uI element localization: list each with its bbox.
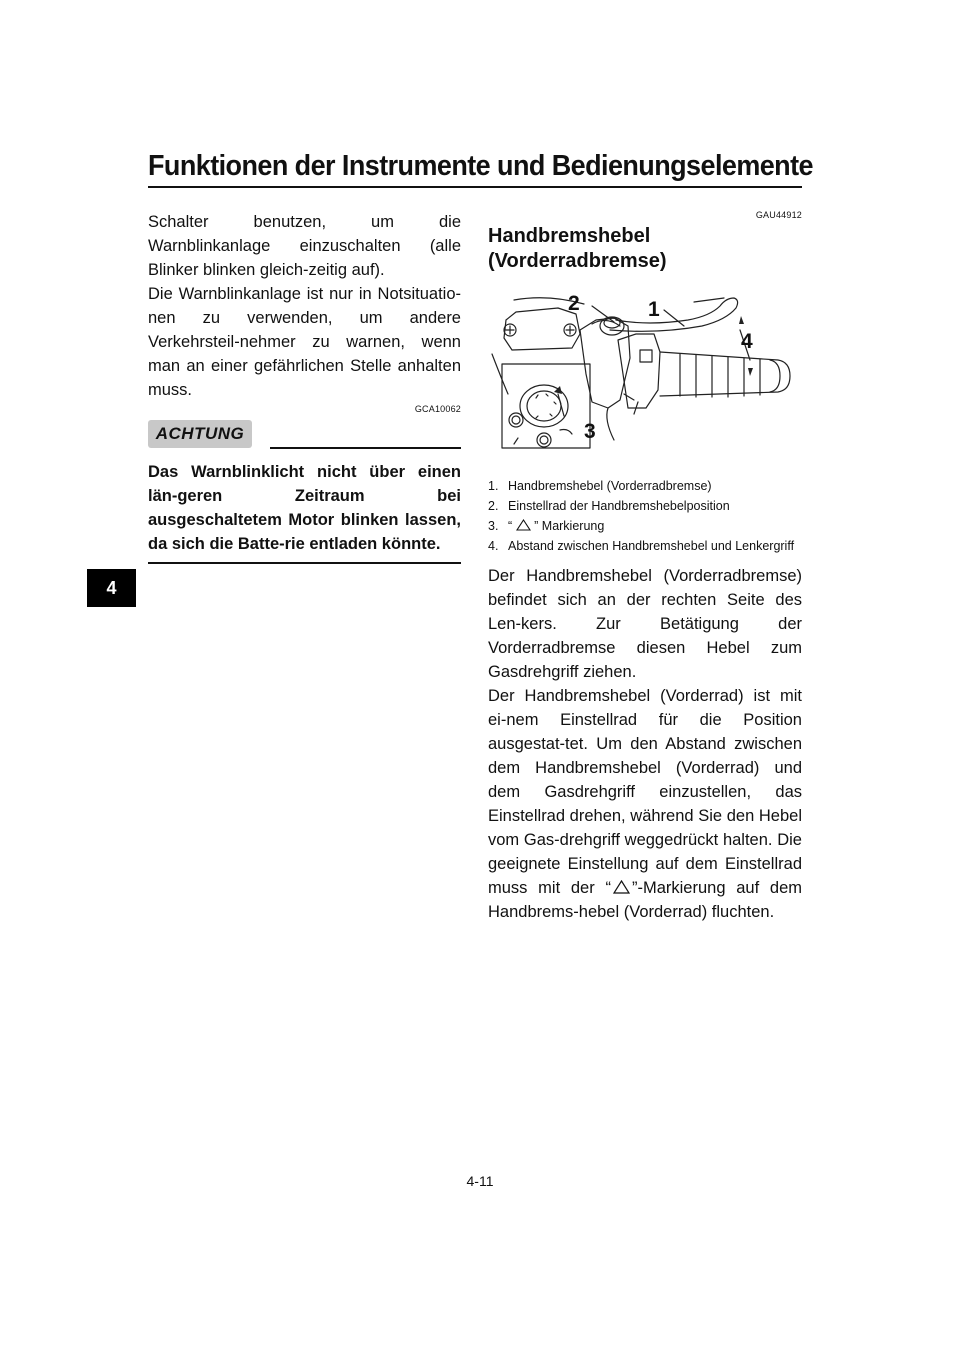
right-column	[488, 210, 802, 924]
caption-quote-close: ” Markierung	[534, 519, 605, 533]
right-body	[488, 564, 802, 924]
caption-number: 3.	[488, 519, 499, 533]
page-header-title: Funktionen der Instrumente und Bedienungselemente	[148, 150, 813, 182]
caption-text: Einstellrad der Handbremshebelposition	[508, 499, 730, 513]
body-paragraph: Der Handbremshebel (Vorderradbremse) befindet sich an der rechten Seite des Len-kers. Zur Betätigung der Vorderradbremse diesen Hebel zum Gasdrehgriff ziehen.	[488, 567, 802, 681]
page-number: 4-11	[466, 1173, 494, 1189]
caption-number: 4.	[488, 539, 499, 553]
caption-text: Abstand zwischen Handbremshebel und Lenkergriff	[508, 539, 795, 553]
brake-lever-figure	[488, 290, 802, 464]
caption-number: 2.	[488, 499, 499, 513]
figure-captions	[488, 476, 802, 556]
caption-item	[488, 536, 802, 556]
body-text-segment: Der Handbremshebel (Vorderrad) ist mit ei-nem Einstellrad für die Position ausgestat-tet. Um den Abstand zwischen dem Handbremshebel (Vorderrad) und dem Gasdrehgriff einzustellen, das Einstellrad drehen, während Sie den Hebel vom Gas-drehgriff weggedrückt halten. Die geeignete Einstellung auf dem Einstellrad muss mit der “	[488, 687, 802, 897]
reference-code: GAU44912	[755, 210, 802, 220]
achtung-label: ACHTUNG	[148, 420, 252, 448]
body-text-segment: ”-Markierung auf dem Handbrems-hebel (Vorderrad) fluchten.	[488, 879, 802, 921]
caption-text	[508, 516, 604, 536]
warning-bottom-rule	[148, 562, 461, 564]
warning-text: Das Warnblinklicht nicht über einen län-geren Zeitraum bei ausgeschaltetem Motor blinken lassen, da sich die Batte-rie entladen könnte.	[148, 463, 461, 553]
section-title	[488, 224, 802, 274]
achtung-header	[148, 420, 461, 454]
triangle-mark-icon	[516, 519, 531, 531]
figure-callout-2: 2	[568, 292, 580, 315]
caption-item	[488, 476, 802, 496]
caption-text: Handbremshebel (Vorderradbremse)	[508, 479, 712, 493]
section-title-line: (Vorderradbremse)	[488, 250, 667, 272]
body-paragraph: Schalter benutzen, um die Warnblinkanlage einzuschalten (alle Blinker blinken gleich-zeitig auf).	[148, 213, 461, 279]
body-paragraph	[488, 684, 802, 924]
brake-lever-illustration	[488, 290, 802, 464]
header-rule	[148, 186, 802, 188]
figure-callout-3: 3	[584, 420, 596, 443]
caption-item	[488, 516, 802, 536]
chapter-tab: 4	[87, 569, 136, 607]
caption-quote-open: “	[508, 519, 513, 533]
left-column	[148, 210, 461, 564]
achtung-rule	[270, 447, 461, 449]
caption-item	[488, 496, 802, 516]
triangle-mark-icon	[613, 880, 630, 894]
reference-code: GCA10062	[414, 404, 461, 414]
figure-callout-1: 1	[648, 298, 660, 321]
body-paragraph: Die Warnblinkanlage ist nur in Notsituatio-nen zu verwenden, um andere Verkehrsteil-nehmer zu warnen, wenn man an einer gefährlichen Stelle anhalten muss.	[148, 285, 461, 399]
caption-number: 1.	[488, 479, 499, 493]
figure-callout-4: 4	[741, 330, 753, 353]
section-title-line: Handbremshebel	[488, 225, 651, 247]
